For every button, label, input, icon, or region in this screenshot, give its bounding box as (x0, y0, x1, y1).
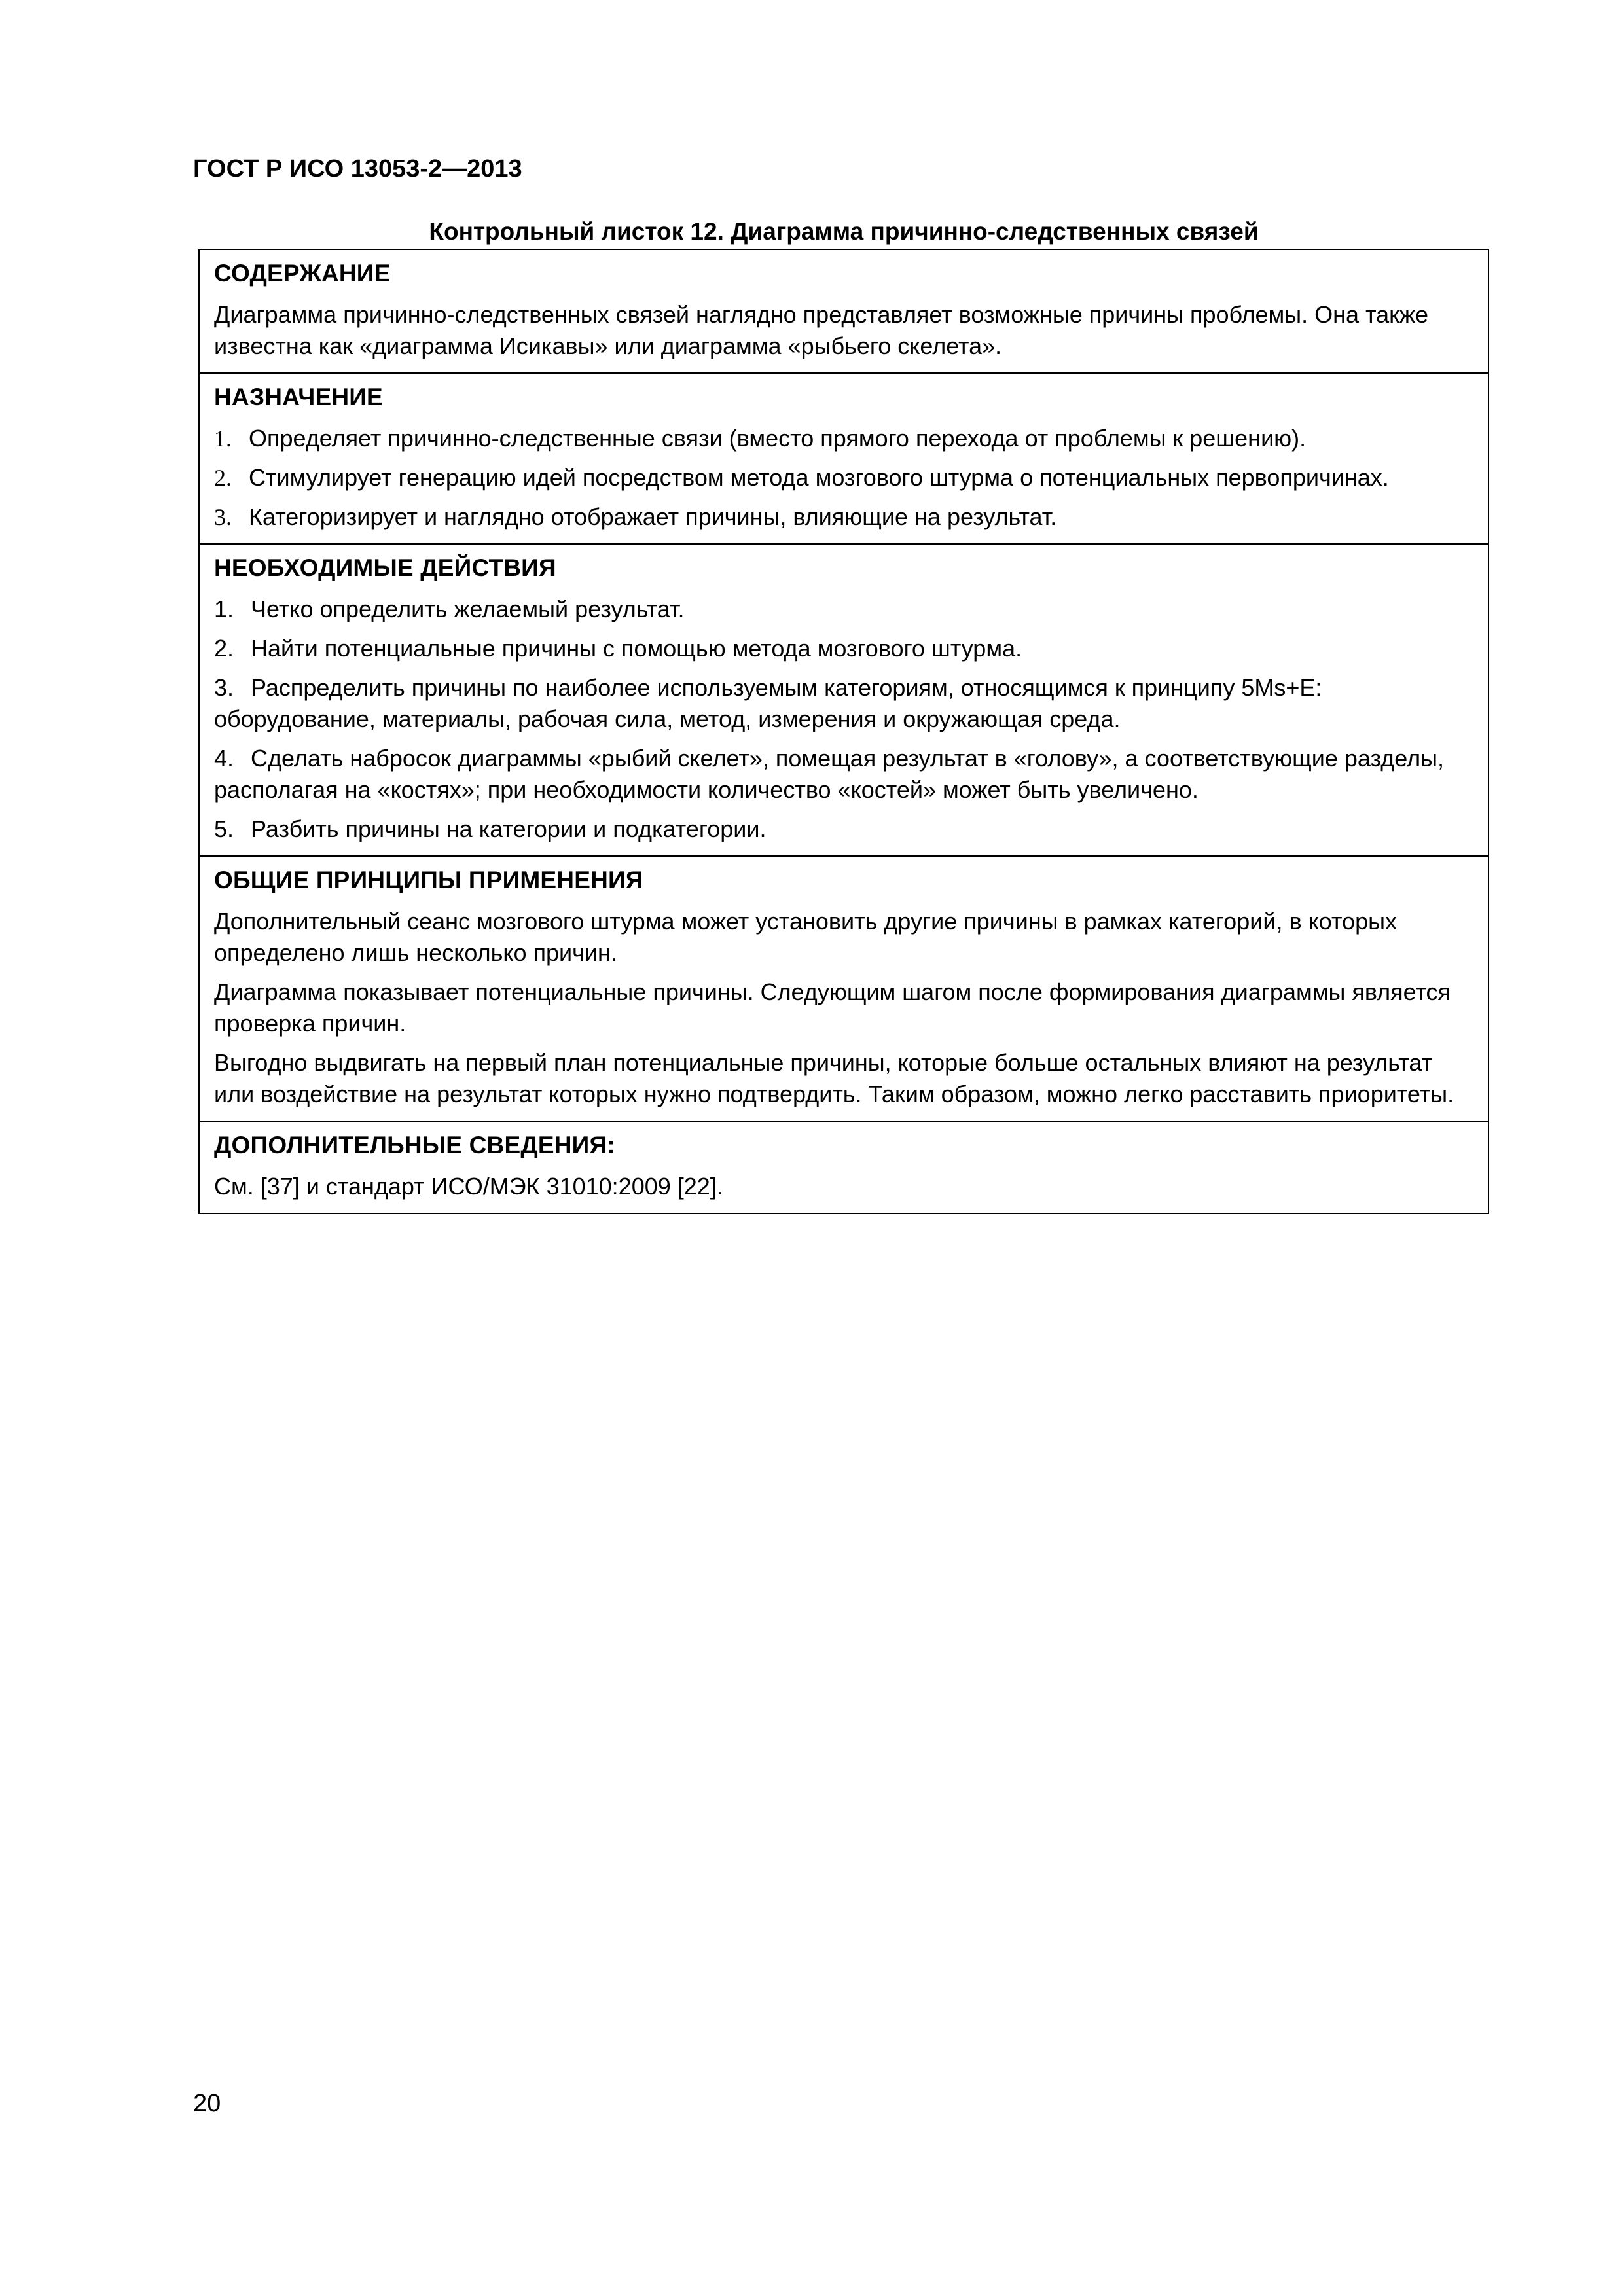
principles-paragraph: Дополнительный сеанс мозгового штурма может установить другие причины в рамках категорий, в которых определено лишь несколько причин. (214, 908, 1397, 966)
action-item-text: Найти потенциальные причины с помощью метода мозгового штурма. (251, 635, 1022, 662)
content-text: Диаграмма причинно-следственных связей наглядно представляет возможные причины проблемы. Она также известна как «диаграмма Исикавы» или диаграмма «рыбьего скелета». (214, 301, 1429, 359)
purpose-item-text: Определяет причинно-следственные связи (вместо прямого перехода от проблемы к решению). (249, 425, 1307, 452)
action-item-number: 5. (214, 816, 234, 842)
document-standard-id: ГОСТ Р ИСО 13053-2—2013 (193, 155, 522, 183)
page-number: 20 (193, 2090, 221, 2117)
principles-paragraph: Диаграмма показывает потенциальные причины. Следующим шагом после формирования диаграммы является проверка причин. (214, 978, 1451, 1037)
action-item (214, 633, 1473, 664)
action-item (214, 814, 1473, 845)
section-heading-content: СОДЕРЖАНИЕ (214, 260, 391, 287)
purpose-item-number: 1. (214, 425, 232, 452)
action-item (214, 672, 1473, 735)
checklist-title (198, 216, 1489, 247)
additional-text: См. [37] и стандарт ИСО/МЭК 31010:2009 [22]. (214, 1173, 723, 1200)
action-item-number: 2. (214, 635, 234, 662)
action-item-number: 3. (214, 674, 234, 701)
action-item (214, 594, 1473, 625)
checklist-title-text: Контрольный листок 12. Диаграмма причинно-следственных связей (429, 218, 1259, 245)
action-item-number: 4. (214, 745, 234, 772)
action-item-text: Разбить причины на категории и подкатегории. (251, 816, 767, 842)
section-additional (200, 1122, 1488, 1213)
section-heading-purpose: НАЗНАЧЕНИЕ (214, 384, 383, 410)
purpose-item (214, 462, 1473, 493)
section-content (200, 250, 1488, 374)
checklist-table (198, 249, 1489, 1214)
section-heading-additional: ДОПОЛНИТЕЛЬНЫЕ СВЕДЕНИЯ: (214, 1132, 615, 1158)
section-heading-principles: ОБЩИЕ ПРИНЦИПЫ ПРИМЕНЕНИЯ (214, 867, 643, 893)
purpose-item-text: Стимулирует генерацию идей посредством метода мозгового штурма о потенциальных первопричинах. (249, 464, 1389, 491)
purpose-item (214, 423, 1473, 454)
section-principles (200, 857, 1488, 1122)
action-item-number: 1. (214, 596, 234, 622)
action-item-text: Четко определить желаемый результат. (251, 596, 685, 622)
section-actions (200, 545, 1488, 857)
section-purpose (200, 374, 1488, 545)
purpose-item-text: Категоризирует и наглядно отображает причины, влияющие на результат. (249, 503, 1057, 530)
principles-paragraph: Выгодно выдвигать на первый план потенциальные причины, которые больше остальных влияют на результат или воздействие на результат которых нужно подтвердить. Таким образом, можно легко расставить приоритеты. (214, 1049, 1454, 1107)
purpose-item (214, 501, 1473, 533)
purpose-item-number: 2. (214, 465, 232, 491)
purpose-item-number: 3. (214, 504, 232, 530)
section-heading-actions: НЕОБХОДИМЫЕ ДЕЙСТВИЯ (214, 554, 556, 581)
action-item-text: Распределить причины по наиболее используемым категориям, относящимся к принципу 5Ms+E: оборудование, материалы, рабочая сила, метод, измерения и окружающая среда. (214, 674, 1322, 732)
action-item-text: Сделать набросок диаграммы «рыбий скелет», помещая результат в «голову», а соответствующие разделы, располагая на «костях»; при необходимости количество «костей» может быть увеличено. (214, 745, 1444, 803)
action-item (214, 743, 1473, 806)
